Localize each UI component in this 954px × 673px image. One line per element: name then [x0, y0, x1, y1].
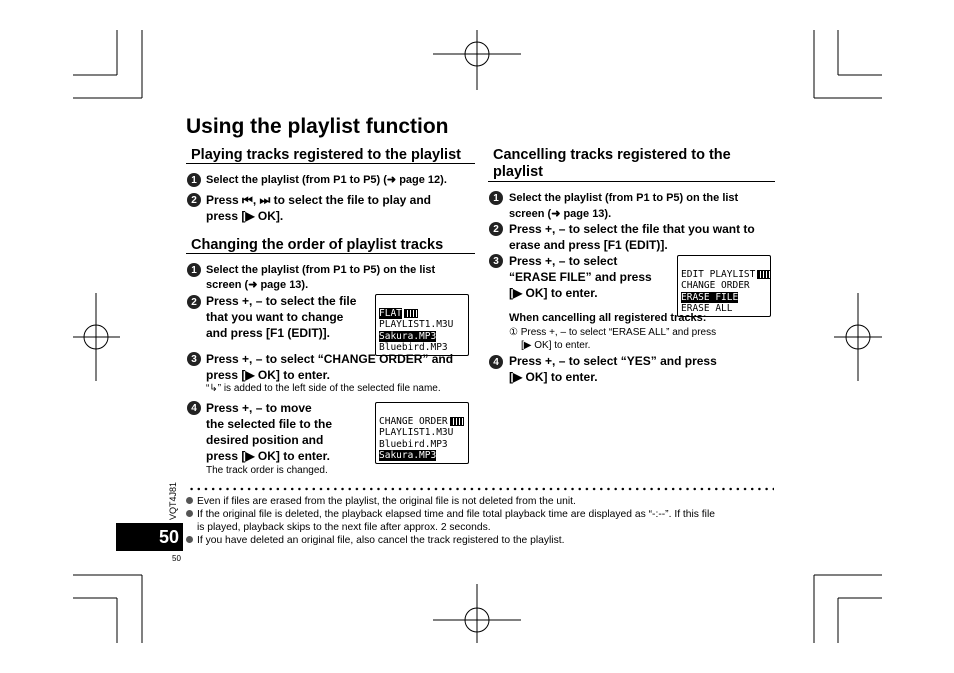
lcd-screen-edit-playlist	[677, 255, 771, 317]
battery-icon	[450, 417, 464, 426]
section-heading-cancel-line-1: Cancelling tracks registered to the	[493, 147, 731, 163]
lcd-line: CHANGE ORDER	[681, 280, 750, 291]
note-2-text-line-1: If the original file is deleted, the playback elapsed time and file total playback time are displayed as “-:--”. If this file	[197, 509, 715, 520]
section-heading-cancel	[488, 147, 775, 182]
cancel-all-line-2: [▶ OK] to enter.	[521, 340, 591, 351]
order-step-3-line-2: press [▶ OK] to enter.	[206, 368, 330, 382]
lcd-line: ERASE ALL	[681, 303, 733, 314]
battery-icon	[757, 270, 771, 279]
side-code: VQT4J81	[168, 481, 179, 521]
lcd-line: PLAYLIST1.M3U	[379, 319, 454, 330]
order-step-4-line-4: press [▶ OK] to enter.	[206, 449, 330, 463]
battery-icon	[404, 309, 418, 318]
cancel-all-heading: When cancelling all registered tracks:	[509, 312, 707, 324]
order-step-2-line-1: Press +, – to select the file	[206, 294, 357, 308]
page-number-small: 50	[172, 554, 181, 563]
lcd-screen-change-order	[375, 402, 469, 464]
step-number-1: 1	[489, 191, 503, 205]
page-title: Using the playlist function	[186, 115, 449, 138]
step-number-4: 4	[489, 355, 503, 369]
cancel-step-1-line-1: Select the playlist (from P1 to P5) on the list	[509, 192, 739, 204]
cancel-step-2-line-1: Press +, – to select the file that you want to	[509, 222, 755, 236]
order-step-4-line-3: desired position and	[206, 433, 324, 447]
lcd-screen-flat	[375, 294, 469, 356]
step-number-2: 2	[489, 222, 503, 236]
step-number-1: 1	[187, 263, 201, 277]
notes	[186, 495, 776, 547]
note-1	[186, 495, 776, 508]
lcd-line-selected: ERASE FILE	[681, 291, 739, 303]
bullet-icon	[186, 536, 193, 543]
note-2-text-line-2: is played, playback skips to the next file after approx. 2 seconds.	[197, 522, 491, 533]
cancel-step-3-line-1: Press +, – to select	[509, 254, 618, 268]
lcd-line: PLAYLIST1.M3U	[379, 427, 454, 438]
note-3-text: If you have deleted an original file, also cancel the track registered to the playlist.	[197, 535, 565, 546]
cancel-step-2-line-2: erase and press [F1 (EDIT)].	[509, 238, 668, 252]
note-1-text: Even if files are erased from the playlist, the original file is not deleted from the unit.	[197, 496, 576, 507]
lcd-title: CHANGE ORDER	[379, 415, 448, 427]
lcd-line: Bluebird.MP3	[379, 342, 448, 353]
section-heading-order: Changing the order of playlist tracks	[186, 237, 475, 254]
order-step-3-line-1: Press +, – to select “CHANGE ORDER” and	[206, 352, 454, 366]
note-2	[186, 508, 776, 521]
cancel-all-line-1: ① Press +, – to select “ERASE ALL” and press	[509, 327, 717, 338]
order-step-1-line-1: Select the playlist (from P1 to P5) on the list	[206, 264, 436, 276]
step-number-3: 3	[489, 254, 503, 268]
cancel-step-4-line-2: [▶ OK] to enter.	[509, 370, 598, 384]
order-step-4-line-2: the selected file to the	[206, 417, 333, 431]
side-code-wrap	[168, 478, 188, 528]
cancel-step-4-line-1: Press +, – to select “YES” and press	[509, 354, 717, 368]
order-step-2-line-3: and press [F1 (EDIT)].	[206, 326, 331, 340]
step-number-2: 2	[187, 193, 201, 207]
order-step-3-note: “↳” is added to the left side of the selected file name.	[206, 383, 441, 394]
page-tab: 50	[116, 523, 183, 551]
step-number-2: 2	[187, 295, 201, 309]
cancel-step-3-line-2: “ERASE FILE” and press	[509, 270, 652, 284]
cancel-step-1-line-2: screen (➜ page 13).	[509, 208, 612, 220]
lcd-line-selected: Sakura.MP3	[379, 330, 437, 342]
lcd-line: Bluebird.MP3	[379, 438, 448, 450]
step-number-1: 1	[187, 173, 201, 187]
order-step-4-note: The track order is changed.	[206, 465, 328, 476]
cancel-step-3-line-3: [▶ OK] to enter.	[509, 286, 598, 300]
section-heading-playing: Playing tracks registered to the playlist	[186, 147, 475, 164]
step-number-4: 4	[187, 401, 201, 415]
lcd-line-selected: Sakura.MP3	[379, 450, 437, 461]
order-step-2-line-2: that you want to change	[206, 310, 344, 324]
play-step-2-line-2: press [▶ OK].	[206, 209, 284, 223]
order-step-1-line-2: screen (➜ page 13).	[206, 279, 309, 291]
lcd-title: EDIT PLAYLIST	[681, 268, 756, 280]
note-3	[186, 534, 776, 547]
lcd-title: FLAT	[379, 307, 402, 319]
dotted-separator	[188, 487, 774, 491]
play-step-1: Select the playlist (from P1 to P5) (➜ page 12).	[206, 174, 447, 186]
step-number-3: 3	[187, 352, 201, 366]
order-step-4-line-1: Press +, – to move	[206, 401, 312, 415]
play-step-2-line-1: Press ⏮, ⏭ to select the file to play and	[206, 193, 431, 207]
section-heading-cancel-line-2: playlist	[493, 164, 543, 180]
